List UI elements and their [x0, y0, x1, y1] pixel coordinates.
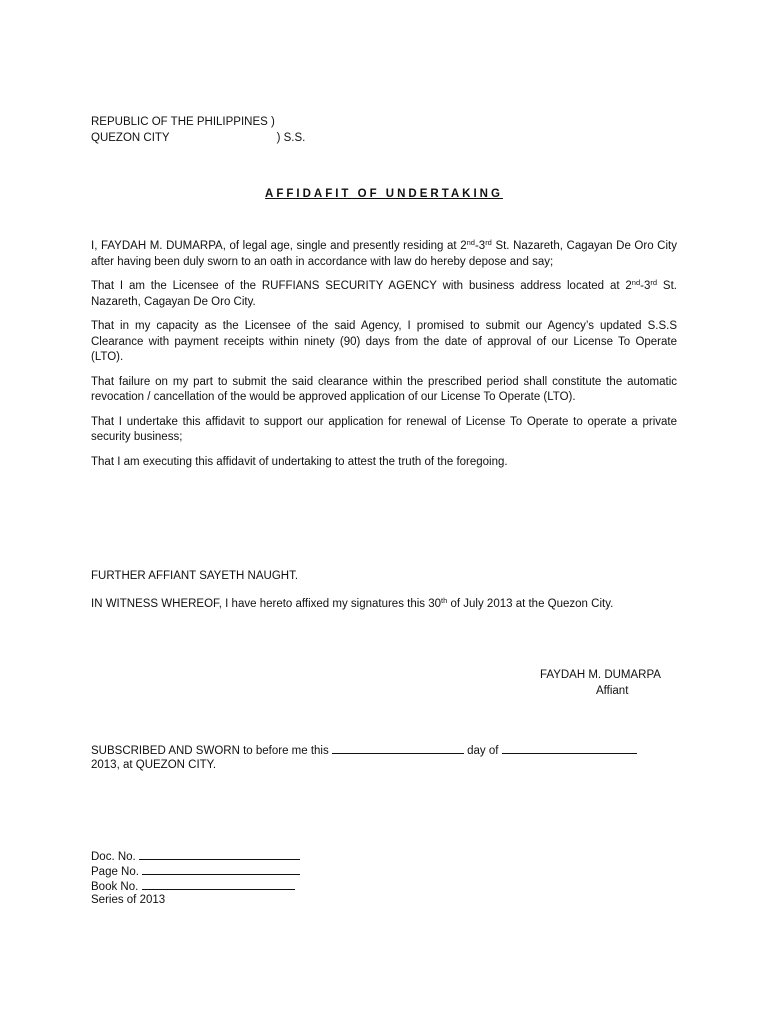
p1-text-c: St. Nazareth, Cagayan De Oro City after having been duly sworn to an oath in accordance with law do hereby depose and say; [91, 240, 677, 268]
paragraph-failure: That failure on my part to submit the said clearance within the prescribed period shall constitute the automatic revocation / cancellation of the would be approved application of our License To Operate (LTO). [91, 375, 677, 403]
affidavit-body [91, 239, 677, 479]
book-no-line [91, 878, 391, 893]
affiant-name: FAYDAH M. DUMARPA [540, 669, 661, 681]
jurat-text-before: SUBSCRIBED AND SWORN to before me this [91, 745, 332, 757]
witness-block [91, 597, 677, 613]
venue-block [91, 115, 391, 146]
p1-text-b: -3 [474, 240, 486, 252]
witness-paragraph [91, 597, 677, 613]
doc-no-line [91, 848, 391, 863]
ss-marker: ) S.S. [276, 131, 306, 144]
p2-text-b: -3 [640, 280, 651, 292]
series-line: Series of 2013 [91, 894, 166, 906]
day-blank-line [332, 742, 464, 754]
month-blank-line [502, 742, 637, 754]
page-no-blank [142, 863, 300, 875]
book-no-blank [142, 878, 295, 890]
p1-sup-2: rd [485, 238, 492, 247]
paragraph-residence [91, 239, 677, 270]
p2-text-c: St. Nazareth, Cagayan De Oro City. [91, 280, 677, 308]
witness-sup: th [441, 596, 448, 605]
jurat-line-1 [91, 742, 677, 758]
document-title: AFFIDAFIT OF UNDERTAKING [265, 188, 503, 200]
further-affiant: FURTHER AFFIANT SAYETH NAUGHT. [91, 570, 299, 582]
republic-line: REPUBLIC OF THE PHILIPPINES ) [91, 116, 275, 128]
p1-text-a: I, FAYDAH M. DUMARPA, of legal age, single and presently residing at 2 [91, 240, 467, 252]
jurat-line-2: 2013, at QUEZON CITY. [91, 759, 217, 771]
jurat-block [91, 742, 677, 774]
page-no-line [91, 863, 391, 878]
city-name: QUEZON CITY [91, 131, 170, 144]
paragraph-undertake: That I undertake this affidavit to support our application for renewal of License To Operate to operate a private security business; [91, 415, 677, 443]
paragraph-capacity: That in my capacity as the Licensee of the said Agency, I promised to submit our Agency’s updated S.S.S Clearance with payment receipts within ninety (90) days from the date of approval of our License To Operate (LTO). [91, 320, 677, 363]
affiant-role: Affiant [596, 685, 629, 697]
p2-sup-1: nd [631, 278, 641, 287]
notarial-register [91, 848, 391, 908]
p1-sup-1: nd [466, 238, 475, 247]
witness-text-b: of July 2013 at the Quezon City. [447, 598, 614, 610]
paragraph-licensee [91, 279, 677, 310]
witness-text-a: IN WITNESS WHEREOF, I have hereto affixed my signatures this 30 [91, 598, 442, 610]
city-line [91, 131, 391, 147]
jurat-text-middle: day of [463, 745, 502, 757]
doc-no-label: Doc. No. [91, 851, 139, 863]
p2-sup-2: rd [650, 278, 658, 287]
page-no-label: Page No. [91, 866, 143, 878]
book-no-label: Book No. [91, 881, 142, 893]
paragraph-executing: That I am executing this affidavit of undertaking to attest the truth of the foregoing. [91, 455, 508, 468]
doc-no-blank [139, 848, 300, 860]
p2-text-a: That I am the Licensee of the RUFFIANS SECURITY AGENCY with business address located at 2 [91, 280, 632, 292]
